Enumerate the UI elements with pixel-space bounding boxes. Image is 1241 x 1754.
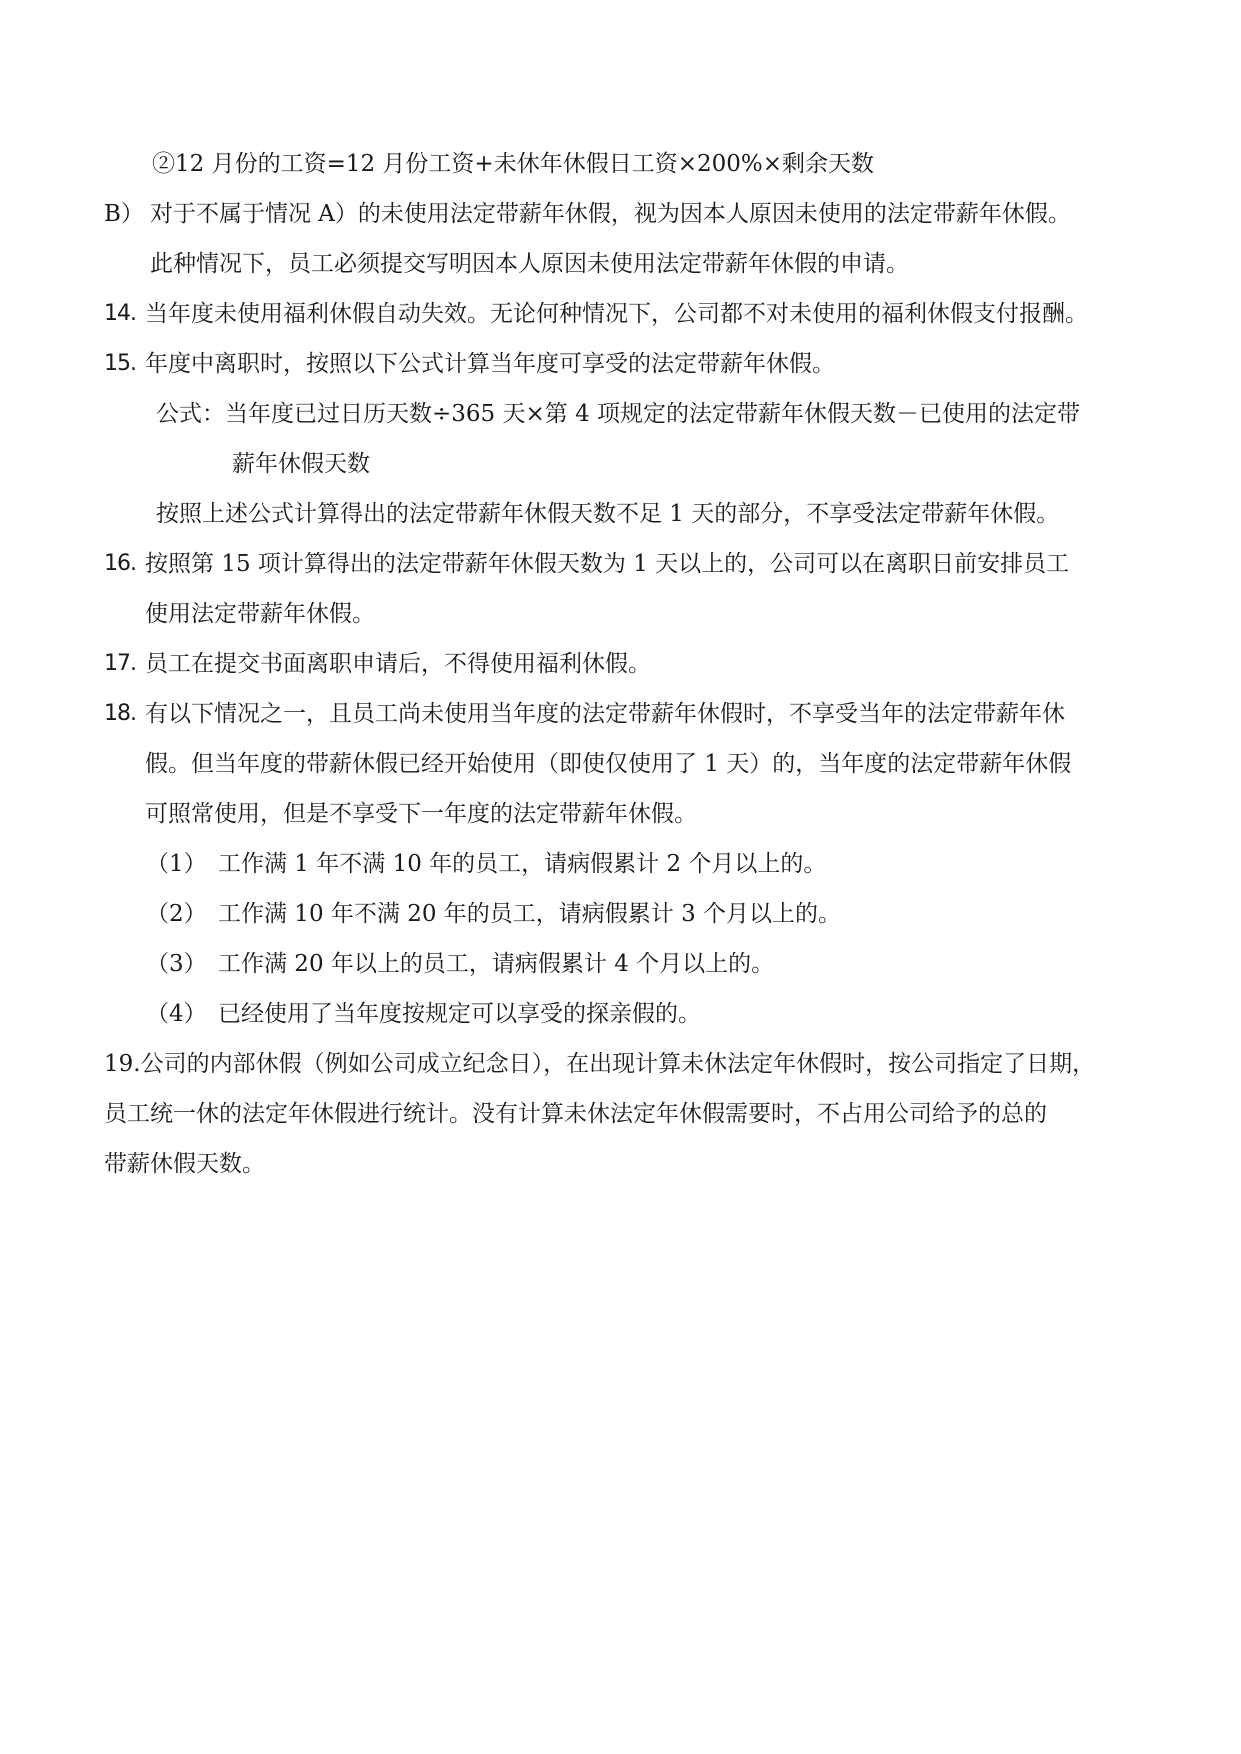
- item-15-line-1: 年度中离职时，按照以下公式计算当年度可享受的法定带薪年休假。: [145, 351, 835, 377]
- item-14-line-1: 当年度未使用福利休假自动失效。无论何种情况下，公司都不对未使用的福利休假支付报酬。: [145, 301, 1088, 327]
- item-15-formula-line-1: 公式：当年度已过日历天数÷365 天×第 4 项规定的法定带薪年休假天数－已使用的法定带: [156, 401, 1081, 427]
- item-b-label: B）: [104, 201, 144, 227]
- item-18-subitem-1-text: 工作满 1 年不满 10 年的员工，请病假累计 2 个月以上的。: [218, 851, 827, 877]
- item-18-line-1: 有以下情况之一，且员工尚未使用当年度的法定带薪年休假时，不享受当年的法定带薪年休: [145, 701, 1065, 727]
- item-b-line-2: 此种情况下，员工必须提交写明因本人原因未使用法定带薪年休假的申请。: [150, 251, 909, 277]
- item-15-number: 15.: [104, 351, 136, 376]
- item-17-number: 17.: [104, 651, 136, 676]
- item-17-line-1: 员工在提交书面离职申请后，不得使用福利休假。: [145, 651, 651, 677]
- item-18-line-2: 假。但当年度的带薪休假已经开始使用（即使仅使用了 1 天）的，当年度的法定带薪年休假: [145, 751, 1072, 777]
- item-16-line-2: 使用法定带薪年休假。: [145, 601, 375, 627]
- item-b-line-1: 对于不属于情况 A）的未使用法定带薪年休假，视为因本人原因未使用的法定带薪年休假。: [150, 201, 1071, 227]
- item-18-subitem-2-text: 工作满 10 年不满 20 年的员工，请病假累计 3 个月以上的。: [218, 901, 842, 927]
- item-18-line-3: 可照常使用，但是不享受下一年度的法定带薪年休假。: [145, 801, 697, 827]
- item-18-subitem-3-number: （3）: [146, 951, 207, 977]
- formula-december-salary: ②12 月份的工资=12 月份工资+未休年休假日工资×200%×剩余天数: [152, 151, 874, 177]
- item-15-note: 按照上述公式计算得出的法定带薪年休假天数不足 1 天的部分，不享受法定带薪年休假。: [156, 501, 1060, 527]
- item-19-line-1: 19.公司的内部休假（例如公司成立纪念日），在出现计算未休法定年休假时，按公司指定了日期，: [104, 1051, 1096, 1077]
- item-18-subitem-4-text: 已经使用了当年度按规定可以享受的探亲假的。: [218, 1001, 701, 1027]
- item-16-number: 16.: [104, 551, 136, 576]
- item-19-line-3: 带薪休假天数。: [104, 1151, 265, 1177]
- item-18-subitem-1-number: （1）: [146, 851, 207, 877]
- item-15-formula-line-2: 薪年休假天数: [232, 451, 370, 477]
- item-14-number: 14.: [104, 301, 136, 326]
- item-18-number: 18.: [104, 701, 136, 726]
- item-16-line-1: 按照第 15 项计算得出的法定带薪年休假天数为 1 天以上的，公司可以在离职日前安排员工: [145, 551, 1070, 577]
- item-19-line-2: 员工统一休的法定年休假进行统计。没有计算未休法定年休假需要时，不占用公司给予的总的: [104, 1101, 1047, 1127]
- item-18-subitem-2-number: （2）: [146, 901, 207, 927]
- item-18-subitem-4-number: （4）: [146, 1001, 207, 1027]
- item-18-subitem-3-text: 工作满 20 年以上的员工，请病假累计 4 个月以上的。: [218, 951, 775, 977]
